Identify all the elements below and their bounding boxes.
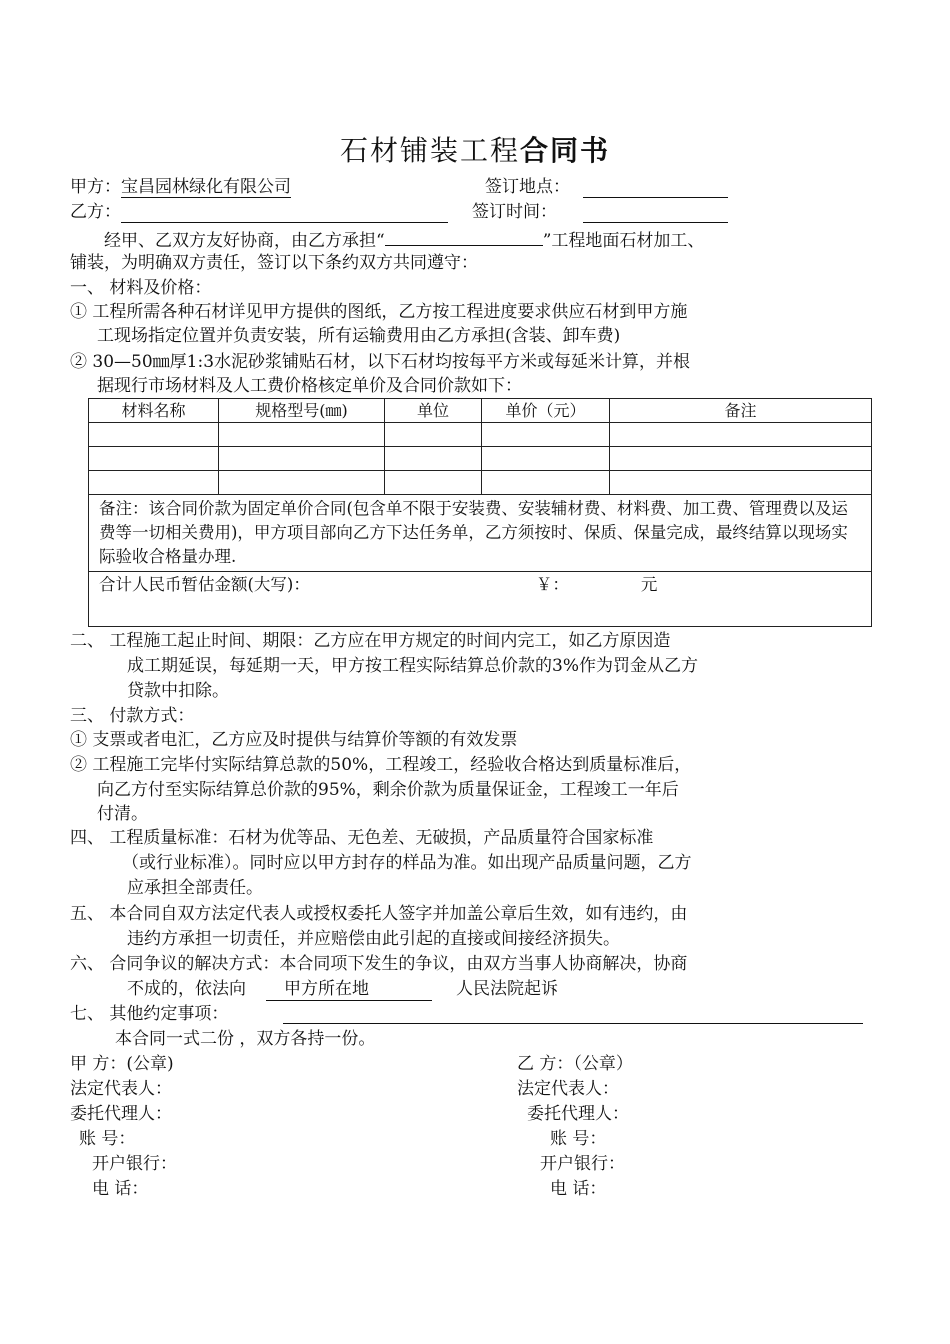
table-row xyxy=(89,447,872,471)
s3-clause2-line1: ② 工程施工完毕付实际结算总款的50%，工程竣工，经验收合格达到质量标准后， xyxy=(70,755,692,775)
table-note: 备注：该合同价款为固定单价合同(包含单不限于安装费、安装辅材费、材料费、加工费、管理费以及运费等一切相关费用)，甲方项目部向乙方下达任务单，乙方须按时、保质、保量完成，最终结算以现场实际验收合格量办理. xyxy=(89,495,872,572)
total-label: 合计人民币暂估金额(大写)： xyxy=(99,575,310,594)
s2-line2: 成工期延误，每延期一天，甲方按工程实际结算总价款的3%作为罚金从乙方 xyxy=(127,656,698,676)
s6-line1: 六、 合同争议的解决方式：本合同项下发生的争议，由双方当事人协商解决，协商 xyxy=(70,954,688,974)
table-cell[interactable] xyxy=(219,447,385,471)
s4-line3: 应承担全部责任。 xyxy=(127,878,263,898)
s3-clause2-line3: 付清。 xyxy=(97,804,148,824)
s6-line2 xyxy=(127,978,558,1001)
table-cell[interactable] xyxy=(482,471,610,495)
s2-line3: 贷款中扣除。 xyxy=(127,681,229,701)
sig-a-phone: 电 话： xyxy=(92,1179,149,1199)
s1-clause2-line1: ② 30—50㎜厚1:3水泥砂浆铺贴石材，以下石材均按每平方米或每延米计算，并根 xyxy=(70,352,691,372)
table-cell[interactable] xyxy=(385,471,482,495)
materials-table xyxy=(88,398,872,627)
sig-b-agent: 委托代理人： xyxy=(527,1104,629,1124)
sig-b-party: 乙 方：（公章） xyxy=(517,1054,633,1074)
s4-line2: （或行业标准）。同时应以甲方封存的样品为准。如出现产品质量问题，乙方 xyxy=(122,853,692,873)
col-header-unit: 单位 xyxy=(385,399,482,423)
table-cell[interactable] xyxy=(482,423,610,447)
s7-line2: 本合同一式二份 ，双方各持一份。 xyxy=(115,1029,376,1049)
party-a-label: 甲方： xyxy=(70,177,121,197)
total-yen: ￥： xyxy=(535,575,569,594)
table-cell[interactable] xyxy=(89,447,219,471)
page-title xyxy=(0,133,950,169)
party-a-value: 宝昌园林绿化有限公司 xyxy=(121,177,291,197)
sign-time-label: 签订时间： xyxy=(472,202,557,222)
title-part1: 石材铺装工程 xyxy=(339,134,520,167)
table-cell[interactable] xyxy=(219,423,385,447)
other-terms-blank[interactable] xyxy=(283,1023,863,1024)
intro-line2: 铺装，为明确双方责任，签订以下条约双方共同遵守： xyxy=(70,253,478,273)
sign-time-blank[interactable] xyxy=(583,222,728,223)
table-note-row xyxy=(89,495,872,572)
s2-line1: 二、 工程施工起止时间、期限：乙方应在甲方规定的时间内完工，如乙方原因造 xyxy=(70,631,671,651)
s1-clause1-line2: 工现场指定位置并负责安装，所有运输费用由乙方承担(含装、卸车费) xyxy=(97,326,621,346)
s1-clause1-line1: ① 工程所需各种石材详见甲方提供的图纸，乙方按工程进度要求供应石材到甲方施 xyxy=(70,302,688,322)
col-header-spec: 规格型号(㎜) xyxy=(219,399,385,423)
s3-clause2-line2: 向乙方付至实际结算总价款的95%，剩余价款为质量保证金，工程竣工一年后 xyxy=(97,780,679,800)
col-header-remark: 备注 xyxy=(610,399,872,423)
sig-a-account: 账 号： xyxy=(79,1129,136,1149)
sig-a-legal-rep: 法定代表人： xyxy=(70,1079,172,1099)
s4-line1: 四、 工程质量标准：石材为优等品、无色差、无破损，产品质量符合国家标准 xyxy=(70,828,654,848)
table-cell[interactable] xyxy=(89,471,219,495)
party-b-label: 乙方： xyxy=(70,202,121,222)
s6-line2-pre: 不成的，依法向 xyxy=(127,979,246,999)
court-location-value: 甲方所在地 xyxy=(266,978,432,1001)
s5-line1: 五、 本合同自双方法定代表人或授权委托人签字并加盖公章后生效，如有违约，由 xyxy=(70,904,688,924)
table-cell[interactable] xyxy=(219,471,385,495)
table-cell[interactable] xyxy=(89,423,219,447)
sign-place-label: 签订地点： xyxy=(485,177,570,197)
total-unit: 元 xyxy=(640,575,658,594)
sig-b-bank: 开户银行： xyxy=(540,1154,625,1174)
sign-place-blank[interactable] xyxy=(583,197,728,198)
sig-a-agent: 委托代理人： xyxy=(70,1104,172,1124)
col-header-price: 单价（元） xyxy=(482,399,610,423)
table-header-row xyxy=(89,399,872,423)
intro-line1-post: ”工程地面石材加工、 xyxy=(542,231,705,251)
s7-heading: 七、 其他约定事项： xyxy=(70,1004,229,1024)
table-cell[interactable] xyxy=(482,447,610,471)
table-cell[interactable] xyxy=(610,447,872,471)
table-cell[interactable] xyxy=(610,471,872,495)
s1-clause2-line2: 据现行市场材料及人工费价格核定单价及合同价款如下： xyxy=(97,376,522,396)
intro-line1-pre: 经甲、乙双方友好协商，由乙方承担“ xyxy=(104,231,385,251)
s5-line2: 违约方承担一切责任，并应赔偿由此引起的直接或间接经济损失。 xyxy=(127,929,620,949)
col-header-material: 材料名称 xyxy=(89,399,219,423)
sig-a-party: 甲 方：(公章) xyxy=(70,1054,174,1074)
sig-b-account: 账 号： xyxy=(550,1129,607,1149)
sig-b-legal-rep: 法定代表人： xyxy=(517,1079,619,1099)
title-part2: 合同书 xyxy=(520,134,611,167)
party-b-blank[interactable] xyxy=(121,222,448,223)
table-cell[interactable] xyxy=(610,423,872,447)
table-total xyxy=(89,572,872,627)
table-row xyxy=(89,423,872,447)
s6-line2-post: 人民法院起诉 xyxy=(456,979,558,999)
s3-clause1: ① 支票或者电汇，乙方应及时提供与结算价等额的有效发票 xyxy=(70,730,518,750)
table-total-row xyxy=(89,572,872,627)
table-row xyxy=(89,471,872,495)
s3-heading: 三、 付款方式： xyxy=(70,706,195,726)
intro-line1 xyxy=(104,227,704,252)
sig-a-bank: 开户银行： xyxy=(92,1154,177,1174)
project-name-blank[interactable] xyxy=(385,227,543,246)
table-cell[interactable] xyxy=(385,423,482,447)
s1-heading: 一、 材料及价格： xyxy=(70,278,212,298)
sig-b-phone: 电 话： xyxy=(550,1179,607,1199)
party-a-line xyxy=(70,176,291,198)
table-cell[interactable] xyxy=(385,447,482,471)
